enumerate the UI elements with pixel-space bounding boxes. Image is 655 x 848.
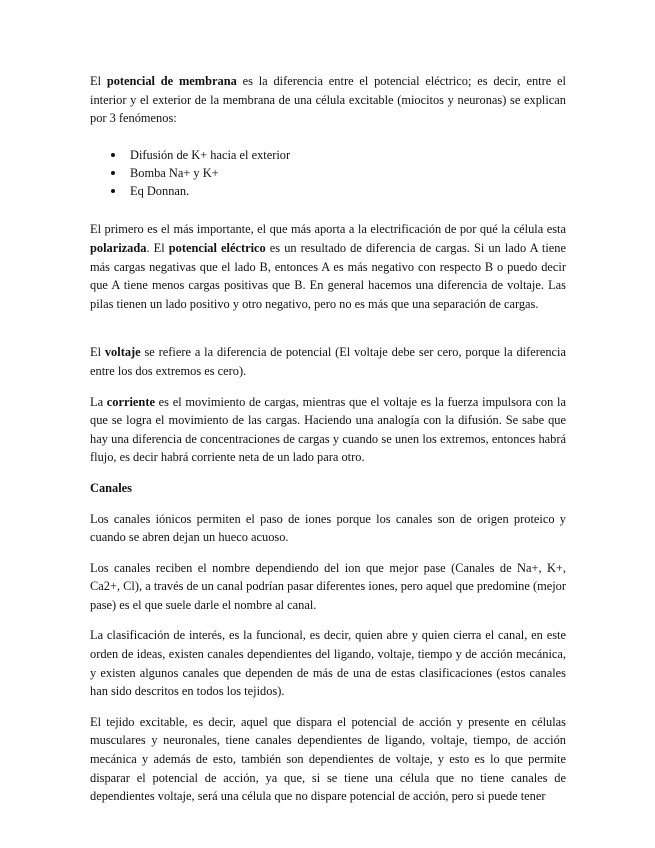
polarization-paragraph — [90, 220, 566, 313]
text-segment: se refiere a la diferencia de potencial (El voltaje debe ser cero, porque la diferencia entre los dos extremos es cero). — [90, 345, 566, 378]
intro-lead: El — [90, 74, 107, 88]
channels-paragraph-4: El tejido excitable, es decir, aquel que dispara el potencial de acción y presente en células musculares y neuronales, tiene canales dependientes de ligando, voltaje, tiempo, de acción mecánica y además de esto, también son dependientes de voltaje, y esto es lo que permite disparar el potencial de acción, ya que, si se tiene una célula que no tiene canales de dependientes voltaje, será una célula que no dispare potencial de acción, pero si puede tener — [90, 714, 566, 804]
text-segment: El primero es el más importante, el que más aporta a la electrificación de por qué la célula esta — [90, 222, 566, 237]
channels-paragraph-2: Los canales reciben el nombre dependiendo del ion que mejor pase (Canales de Na+, K+, Ca2+, Cl), a través de un canal podrían pasar diferentes iones, pero aquel que predomine (mejor pase) es el que suele darle el nombre al canal. — [90, 560, 566, 612]
list-item: Difusión de K+ hacia el exterior — [110, 146, 566, 164]
list-item: Eq Donnan. — [110, 182, 566, 200]
term-voltaje: voltaje — [104, 345, 141, 360]
term-polarizada: polarizada — [90, 240, 147, 255]
channels-paragraph-3: La clasificación de interés, es la funcional, es decir, quien abre y quien cierra el canal, en este orden de ideas, existen canales dependientes del ligando, voltaje, tiempo y de acción mecánica, y existen algunos canales que dependen de más de una de estas clasificaciones (estos canales han sido descritos en todos los tejidos). — [90, 628, 566, 699]
list-item: Bomba Na+ y K+ — [110, 164, 566, 182]
current-paragraph — [90, 393, 566, 467]
intro-paragraph — [90, 72, 566, 128]
document-page — [90, 72, 566, 806]
text-segment: es un resultado de diferencia de cargas. Si un lado A tiene más cargas negativas que el lado B, entonces A es más negativo con respecto B o puedo decir que A tiene menos cargas positivas que B. En general hacemos una diferencia de voltaje. Las pilas tienen un lado positivo y otro negativo, pero no es más que una separación de cargas. — [90, 240, 566, 311]
channels-paragraph-1: Los canales iónicos permiten el paso de iones porque los canales son de origen proteico y cuando se abren dejan un hueco acuoso. — [90, 511, 566, 545]
text-segment: La — [90, 394, 107, 409]
voltage-paragraph — [90, 343, 566, 380]
phenomena-list — [90, 146, 566, 201]
text-segment: . El — [146, 240, 169, 255]
text-segment: El — [90, 345, 105, 360]
text-segment: es el movimiento de cargas, mientras que el voltaje es la fuerza impulsora con la que se logra el movimiento de las cargas. Haciendo una analogía con la difusión. Se sabe que hay una diferencia de concentraciones de cargas y cuando se unen los extremos, entonces habrá flujo, es decir habrá corriente neta de un lado para otro. — [90, 394, 566, 465]
intro-term: potencial de membrana — [106, 74, 237, 88]
section-heading-canales: Canales — [90, 480, 132, 495]
intro-rest: es la diferencia entre el potencial eléctrico; es decir, entre el interior y el exterior de la membrana de una célula excitable (miocitos y neuronas) se explican por 3 fenómenos: — [90, 74, 566, 126]
term-potencial-electrico: potencial eléctrico — [168, 240, 266, 255]
term-corriente: corriente — [106, 394, 155, 409]
